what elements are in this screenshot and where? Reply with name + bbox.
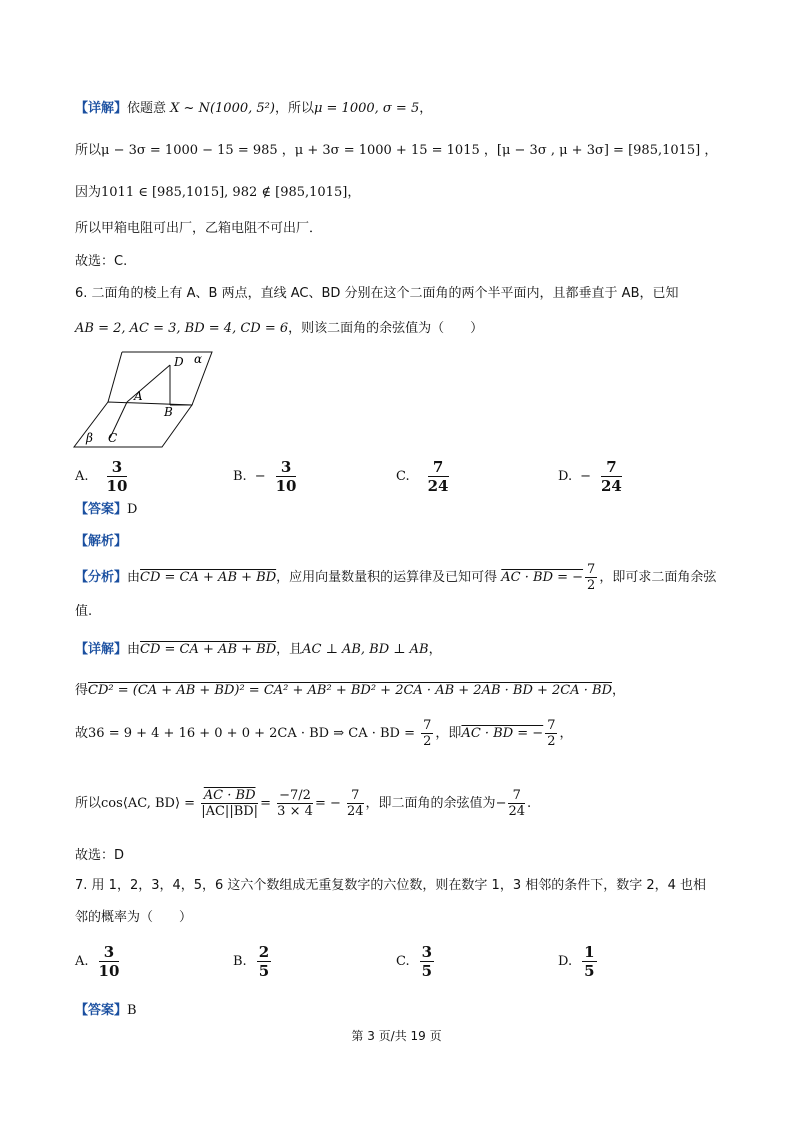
answer-7: 【答案】B — [75, 1003, 137, 1018]
analysis-line-2: 值. — [75, 604, 93, 619]
label-alpha: α — [194, 352, 203, 366]
analysis-tag: 【解析】 — [75, 534, 128, 549]
question-6-text: 6. 二面角的棱上有 A、B 两点，直线 AC、BD 分别在这个二面角的两个半平面内，且都垂直于 AB，已知 — [75, 286, 679, 301]
q6-option-d[interactable]: D. − $\frac{7}{24}$ — [558, 458, 622, 495]
detail-line-3: 因为1011 ∈ [985,1015], 982 ∉ [985,1015]， — [75, 185, 361, 200]
choice-line-5: 故选：C. — [75, 254, 128, 269]
label-B: B — [164, 405, 173, 419]
detail-6-line-2: 得CD² = (CA + AB + BD)² = CA² + AB² + BD² + 2CA · AB + 2AB · BD + 2CA · BD， — [75, 683, 626, 698]
q6-option-a[interactable]: A. $\frac{3}{10}$ — [75, 458, 128, 495]
detail-6-line-1: 【详解】由CD = CA + AB + BD，且AC ⊥ AB, BD ⊥ AB， — [75, 642, 442, 657]
answer-6: 【答案】D — [75, 502, 138, 517]
q6-option-b[interactable]: B. − $\frac{3}{10}$ — [233, 458, 297, 495]
detail-6-line-3: 故36 = 9 + 4 + 16 + 0 + 0 + 2CA · BD ⇒ CA · BD = $\frac{7}{2}$ ，即AC · BD = − $\frac{7}{2}$ ， — [75, 718, 573, 749]
label-D: D — [174, 355, 184, 369]
analysis-line-1: 【分析】由CD = CA + AB + BD，应用向量数量积的运算律及已知可得 AC · BD = − $\frac{7}{2}$ ，即可求二面角余弦 — [75, 562, 717, 593]
q7-option-c[interactable]: C. $\frac{3}{5}$ — [396, 943, 433, 980]
question-6-given: AB = 2, AC = 3, BD = 4, CD = 6，则该二面角的余弦值为（ ） — [75, 321, 484, 336]
q7-option-b[interactable]: B. $\frac{2}{5}$ — [233, 943, 270, 980]
detail-line-1: 【详解】依题意 X ~ N(1000, 5²)，所以μ = 1000, σ = 5， — [75, 101, 433, 116]
q7-option-a[interactable]: A. $\frac{3}{10}$ — [75, 943, 120, 980]
q7-option-d[interactable]: D. $\frac{1}{5}$ — [558, 943, 595, 980]
label-beta: β — [86, 431, 93, 445]
conclusion-line: 所以甲箱电阻可出厂，乙箱电阻不可出厂． — [75, 221, 323, 236]
detail-6-line-4: 所以cos⟨AC, BD⟩ = $\frac{AC \cdot BD}{|AC||BD|}$ = $\frac{-7/2}{3 \times 4}$ = − $\frac{7}{24}$ ，即二面角的余弦值为− $\frac{7}{24}$ . — [75, 788, 532, 819]
label-A: A — [134, 389, 143, 403]
page-footer: 第 3 页/共 19 页 — [351, 1029, 442, 1043]
label-C: C — [108, 431, 118, 445]
q6-option-c[interactable]: C. $\frac{7}{24}$ — [396, 458, 449, 495]
dihedral-figure — [72, 350, 222, 450]
detail-line-2: 所以μ − 3σ = 1000 − 15 = 985 ，μ + 3σ = 1000 + 15 = 1015 ，[μ − 3σ , μ + 3σ] = [985,1015] ， — [75, 143, 718, 158]
choice-line-6: 故选：D — [75, 848, 125, 863]
question-7-line-2: 邻的概率为（ ） — [75, 910, 193, 925]
question-7-line-1: 7. 用 1，2，3，4，5，6 这六个数组成无重复数字的六位数，则在数字 1，3 相邻的条件下，数字 2，4 也相 — [75, 878, 707, 893]
detail-tag: 【详解】 — [75, 101, 128, 116]
